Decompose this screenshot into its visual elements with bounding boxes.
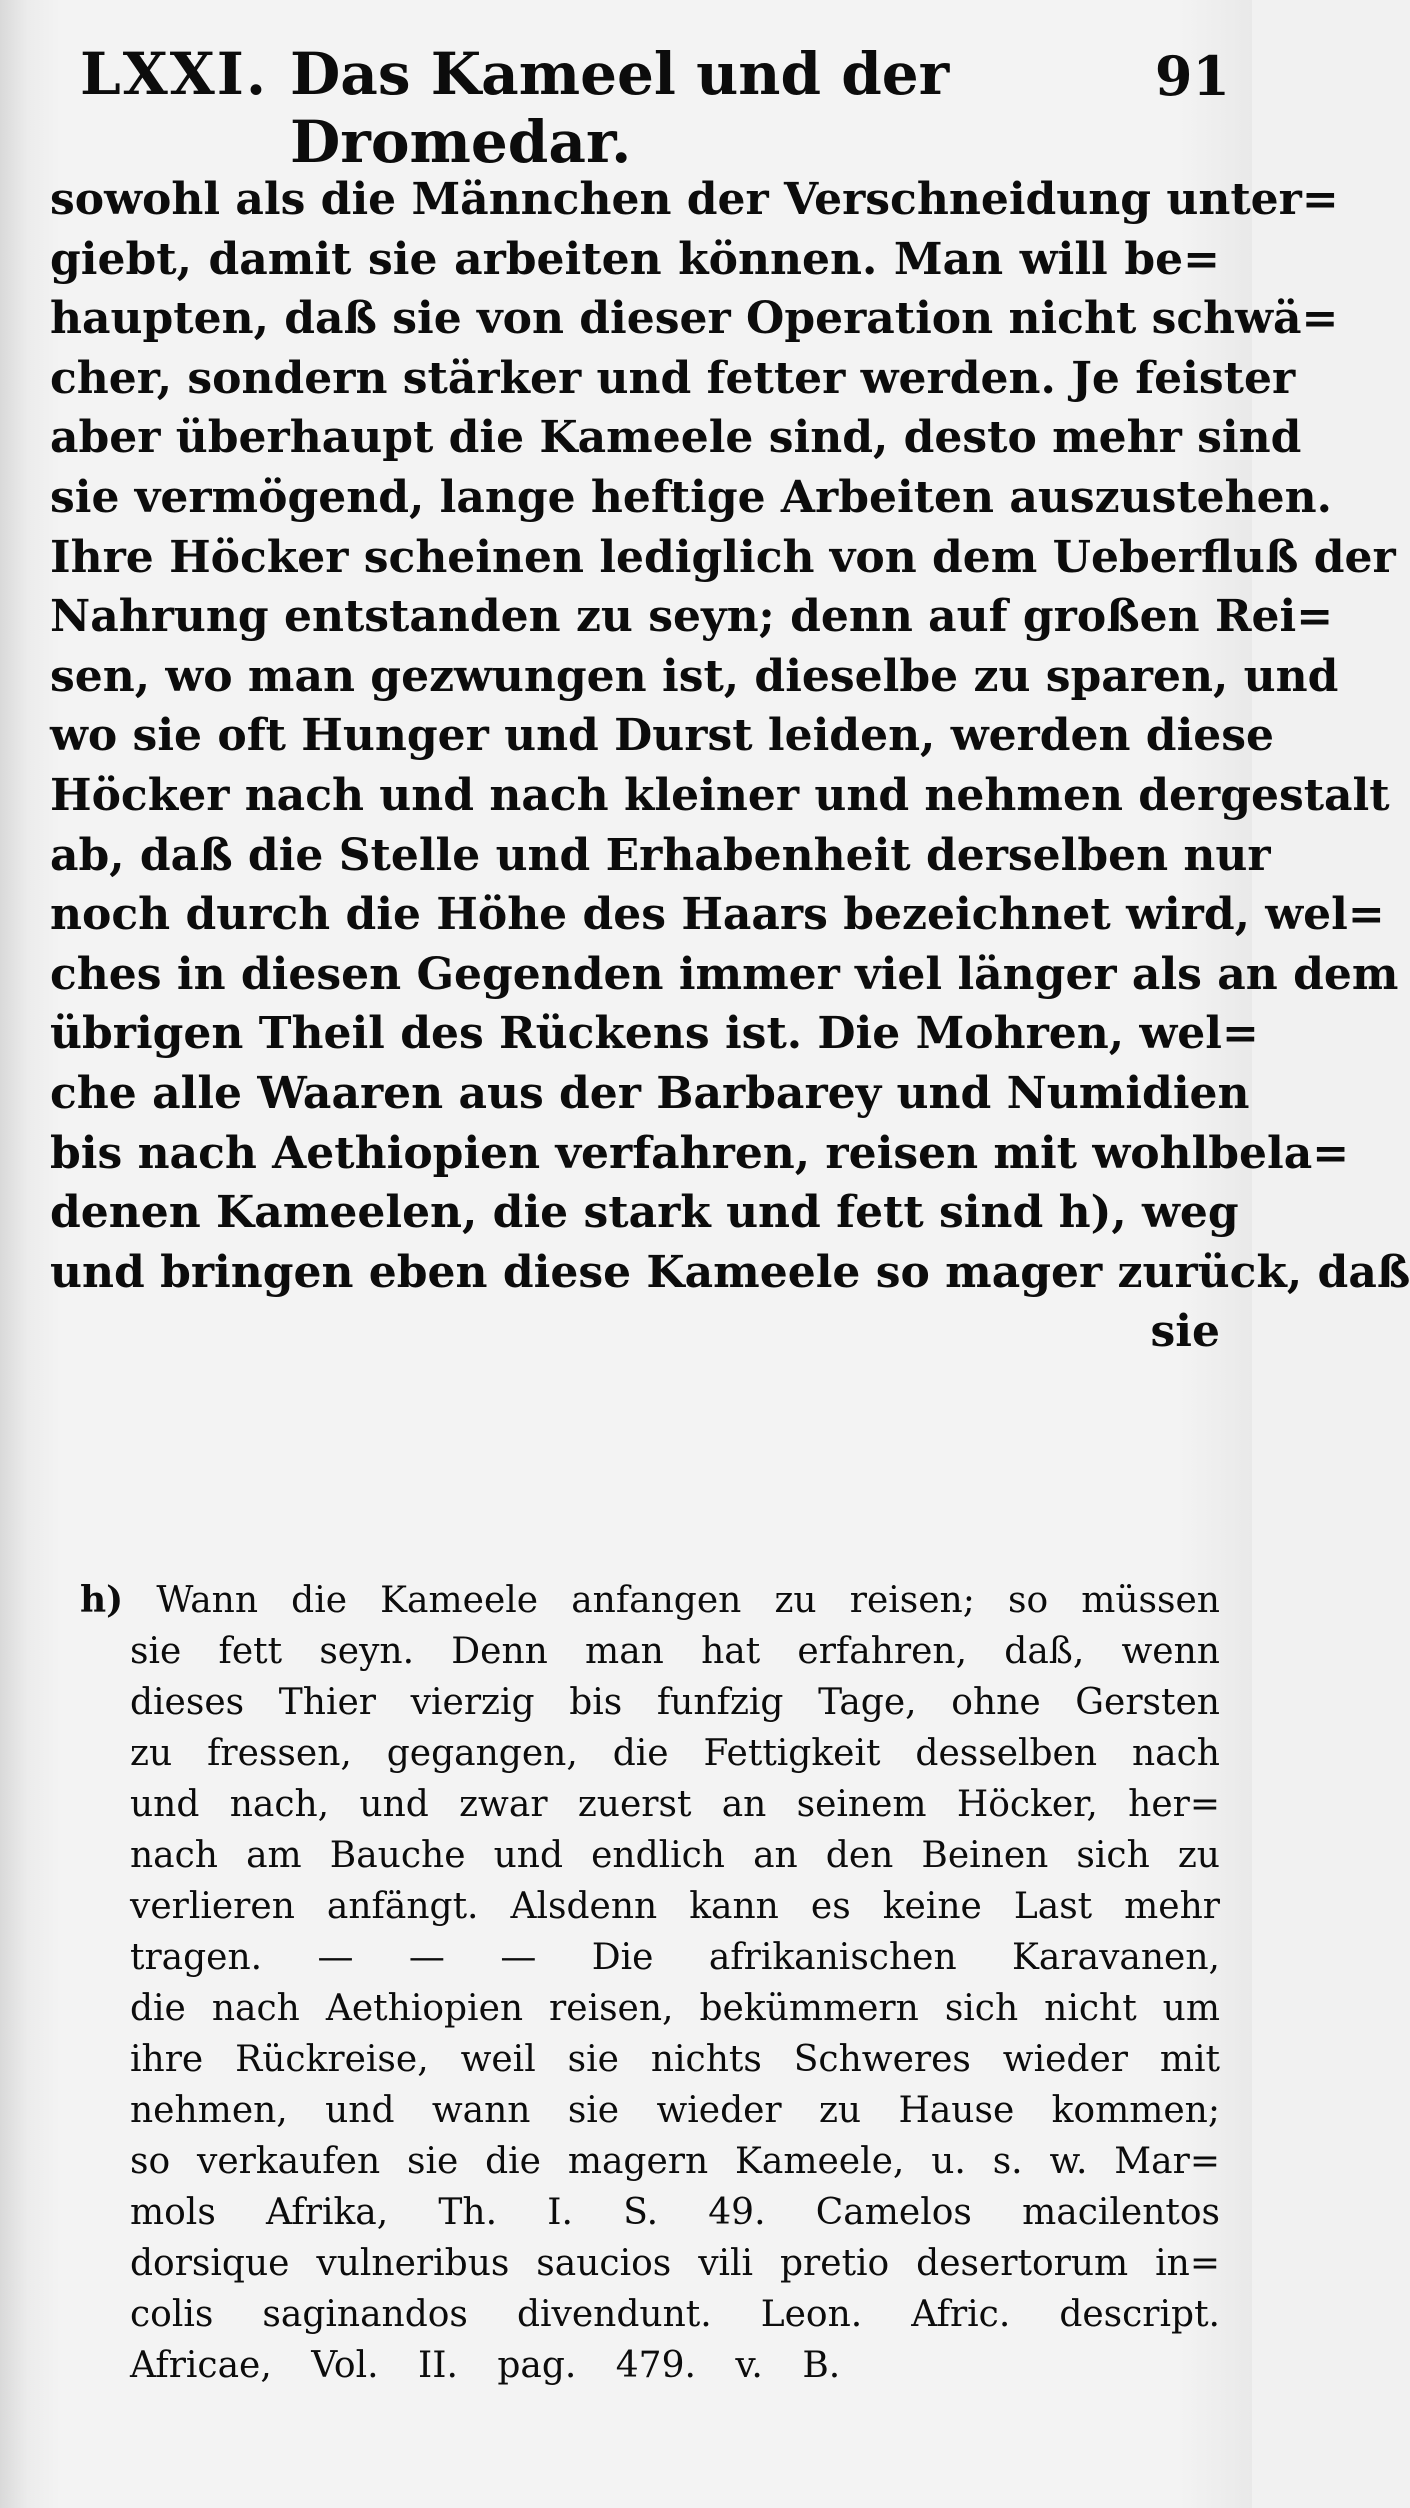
chapter-number: LXXI.: [80, 40, 269, 108]
footnote-line: verlieren anfängt. Alsdenn kann es keine Last mehr: [130, 1886, 1220, 1927]
footnote-line: mols Afrika, Th. I. S. 49. Camelos macilentos: [130, 2192, 1220, 2233]
text-line: Ihre Höcker scheinen lediglich von dem Ueberfluß der: [50, 531, 1396, 583]
footnote: [80, 1575, 1220, 2391]
footnote-line: zu fressen, gegangen, die Fettigkeit desselben nach: [130, 1733, 1220, 1774]
catchword: sie: [1150, 1306, 1220, 1358]
text-line: ches in diesen Gegenden immer viel länger als an dem: [50, 948, 1399, 1000]
text-line: ab, daß die Stelle und Erhabenheit derselben nur: [50, 829, 1271, 881]
text-line: sen, wo man gezwungen ist, dieselbe zu sparen, und: [50, 650, 1339, 702]
text-line: wo sie oft Hunger und Durst leiden, werden diese: [50, 710, 1275, 762]
chapter-title: Das Kameel und der Dromedar.: [290, 40, 950, 176]
footnote-marker: h): [80, 1579, 124, 1621]
text-line: Nahrung entstanden zu seyn; denn auf großen Rei=: [50, 591, 1334, 643]
text-line: denen Kameelen, die stark und fett sind h), weg: [50, 1187, 1239, 1239]
text-line: aber überhaupt die Kameele sind, desto mehr sind: [50, 412, 1302, 464]
text-line: übrigen Theil des Rückens ist. Die Mohren, wel=: [50, 1008, 1259, 1060]
footnote-line: dorsique vulneribus saucios vili pretio desertorum in=: [130, 2243, 1220, 2284]
footnote-line: Africae, Vol. II. pag. 479. v. B.: [130, 2345, 841, 2386]
text-line: sie vermögend, lange heftige Arbeiten auszustehen.: [50, 471, 1332, 523]
footnote-line: colis saginandos divendunt. Leon. Afric. descript.: [130, 2294, 1220, 2335]
text-line: Höcker nach und nach kleiner und nehmen dergestalt: [50, 769, 1390, 821]
page-number: 91: [1154, 44, 1230, 108]
footnote-line: sie fett seyn. Denn man hat erfahren, daß, wenn: [130, 1631, 1220, 1672]
footnote-line-text: Wann die Kameele anfangen zu reisen; so müssen: [156, 1580, 1220, 1621]
text-line: sowohl als die Männchen der Verschneidung unter=: [50, 174, 1339, 225]
footnote-line: nehmen, und wann sie wieder zu Hause kommen;: [130, 2090, 1220, 2131]
text-line: che alle Waaren aus der Barbarey und Numidien: [50, 1067, 1250, 1119]
footnote-line: tragen. — — — Die afrikanischen Karavanen,: [130, 1937, 1220, 1978]
main-text: [50, 170, 1410, 1362]
text-line: giebt, damit sie arbeiten können. Man will be=: [50, 233, 1220, 285]
running-header: [80, 40, 1230, 176]
footnote-line: ihre Rückreise, weil sie nichts Schweres wieder mit: [130, 2039, 1220, 2080]
text-line: haupten, daß sie von dieser Operation nicht schwä=: [50, 293, 1339, 345]
footnote-line: so verkaufen sie die magern Kameele, u. s. w. Mar=: [130, 2141, 1220, 2182]
text-line: bis nach Aethiopien verfahren, reisen mit wohlbela=: [50, 1127, 1350, 1179]
footnote-line: nach am Bauche und endlich an den Beinen sich zu: [130, 1835, 1220, 1876]
text-line: cher, sondern stärker und fetter werden. Je feister: [50, 352, 1296, 404]
footnote-line: und nach, und zwar zuerst an seinem Höcker, her=: [130, 1784, 1220, 1825]
footnote-first-line: [80, 1575, 1220, 1626]
footnote-line: dieses Thier vierzig bis funfzig Tage, ohne Gersten: [130, 1682, 1220, 1723]
text-line: noch durch die Höhe des Haars bezeichnet wird, wel=: [50, 889, 1385, 941]
text-line: und bringen eben diese Kameele so mager zurück, daß: [50, 1246, 1410, 1298]
footnote-line: die nach Aethiopien reisen, bekümmern sich nicht um: [130, 1988, 1220, 2029]
